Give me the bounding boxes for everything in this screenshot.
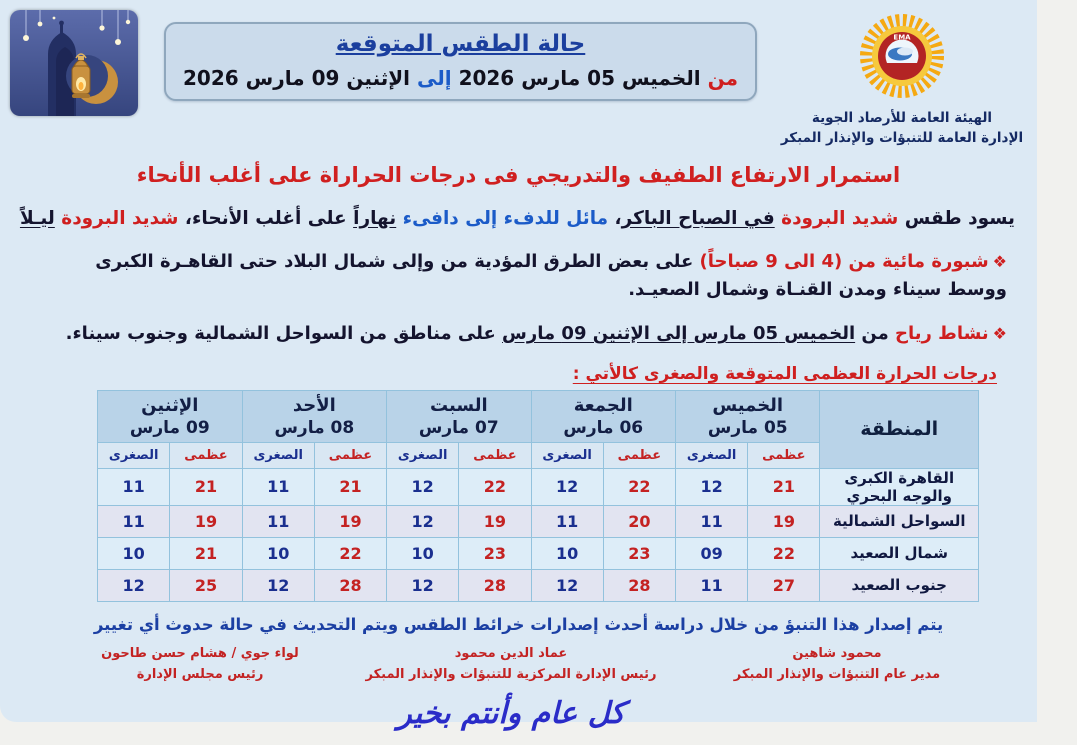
logo-ema-text: EMA	[893, 33, 911, 42]
summary-seg-blue: مائل للدفء إلى دافىء	[396, 207, 609, 229]
signature-chairman	[75, 644, 325, 686]
summary-seg: على أغلب الأنحاء،	[178, 207, 354, 229]
summary-seg-red: شديد البرودة	[774, 207, 899, 229]
date-part1: الخميس 05 مارس 2026	[458, 66, 701, 90]
max-temp-day3: 28	[314, 569, 386, 601]
day-name: الإثنين	[141, 394, 199, 416]
forecast-summary-line	[18, 205, 1015, 233]
region-name: القاهرة الكبرى والوجه البحري	[820, 468, 979, 505]
table-row	[98, 468, 979, 505]
max-temp-day0: 27	[748, 569, 820, 601]
org-name-line1: الهيئة العامة للأرصاد الجوية	[811, 110, 993, 126]
min-temp-day2: 10	[387, 537, 459, 569]
min-label-2: الصغرى	[387, 442, 459, 468]
summary-seg-underlined: ليـلاً	[19, 207, 55, 229]
min-temp-day4: 11	[98, 505, 170, 537]
day-name: الجمعة	[573, 394, 633, 416]
forecast-headline: استمرار الارتفاع الطفيف والتدريجي فى درجات الحراراة على أغلب الأنحاء	[136, 162, 901, 187]
max-label-1: عظمى	[603, 442, 675, 468]
max-temp-day3: 19	[314, 505, 386, 537]
max-label-2: عظمى	[459, 442, 531, 468]
table-heading: درجات الحرارة العظمى المتوقعة والصغرى كالأتي :	[572, 363, 997, 384]
summary-seg: ،	[608, 207, 622, 229]
max-temp-day4: 25	[170, 569, 242, 601]
table-row	[98, 569, 979, 601]
day-date: 06 مارس	[563, 417, 644, 438]
min-temp-day0: 11	[676, 569, 748, 601]
min-label-3: الصغرى	[242, 442, 314, 468]
region-name: السواحل الشمالية	[820, 505, 979, 537]
min-temp-day1: 12	[531, 569, 603, 601]
max-temp-day0: 22	[748, 537, 820, 569]
ema-logo	[777, 8, 1027, 108]
min-temp-day0: 09	[676, 537, 748, 569]
day-header-1	[531, 390, 675, 442]
min-label-4: الصغرى	[98, 442, 170, 468]
min-temp-day2: 12	[387, 569, 459, 601]
region-name: شمال الصعيد	[820, 537, 979, 569]
table-row	[98, 537, 979, 569]
header	[0, 0, 1037, 149]
date-part2: الإثنين 09 مارس 2026	[183, 66, 411, 90]
day-date: 08 مارس	[274, 417, 355, 438]
org-name-line2: الإدارة العامة للتنبؤات والإنذار المبكر	[780, 130, 1024, 147]
issuance-note: يتم إصدار هذا التنبؤ من خلال دراسة أحدث إصدارات خرائط الطقس ويتم التحديث في حالة حدوث أي تغيير	[93, 614, 944, 634]
max-temp-day1: 23	[603, 537, 675, 569]
bullet-wind-underlined: الخميس 05 مارس إلى الإثنين 09 مارس	[502, 323, 856, 345]
min-temp-day3: 12	[242, 569, 314, 601]
max-temp-day4: 21	[170, 537, 242, 569]
temperature-table-body	[98, 468, 979, 601]
signature-name: محمود شاهين	[792, 645, 882, 661]
day-date: 05 مارس	[707, 417, 788, 438]
bullet-fog-red: شبورة مائية من (4 الى 9 صباحاً)	[693, 251, 989, 273]
bullet-wind-text: من	[855, 323, 889, 345]
signature-title: رئيس مجلس الإدارة	[136, 666, 264, 682]
max-temp-day1: 20	[603, 505, 675, 537]
min-temp-day3: 11	[242, 468, 314, 505]
summary-seg-underlined: في الصباح الباكر	[621, 207, 775, 229]
region-name: جنوب الصعيد	[820, 569, 979, 601]
title-box	[164, 22, 757, 101]
max-temp-day3: 22	[314, 537, 386, 569]
day-name: السبت	[429, 394, 488, 416]
min-temp-day0: 11	[676, 505, 748, 537]
min-temp-day4: 10	[98, 537, 170, 569]
date-to-word: إلى	[416, 66, 452, 90]
day-header-2	[387, 390, 531, 442]
greeting-calligraphy: كل عام وأنتم بخير	[397, 695, 625, 731]
min-temp-day3: 11	[242, 505, 314, 537]
day-header-0	[676, 390, 820, 442]
temperature-table	[97, 390, 979, 602]
min-temp-day0: 12	[676, 468, 748, 505]
ramadan-lantern-image	[10, 10, 138, 116]
signature-title: مدير عام التنبؤات والإنذار المبكر	[733, 666, 941, 682]
min-label-0: الصغرى	[676, 442, 748, 468]
min-temp-day4: 12	[98, 569, 170, 601]
max-temp-day3: 21	[314, 468, 386, 505]
day-name: الأحد	[292, 394, 336, 416]
day-header-3	[242, 390, 386, 442]
min-temp-day2: 12	[387, 468, 459, 505]
signature-central-head	[341, 644, 681, 738]
region-column-header: المنطقة	[820, 390, 979, 468]
day-header-4	[98, 390, 243, 442]
signature-name: عماد الدين محمود	[454, 645, 568, 661]
max-temp-day2: 23	[459, 537, 531, 569]
min-temp-day4: 11	[98, 468, 170, 505]
max-temp-day2: 28	[459, 569, 531, 601]
max-temp-day1: 22	[603, 468, 675, 505]
page-title: حالة الطقس المتوقعة	[335, 31, 586, 57]
max-temp-day0: 21	[748, 468, 820, 505]
summary-seg-red: شديد البرودة	[54, 207, 179, 229]
signature-director	[697, 644, 977, 686]
temperature-table-head	[98, 390, 979, 468]
max-temp-day4: 19	[170, 505, 242, 537]
min-label-1: الصغرى	[531, 442, 603, 468]
day-date: 07 مارس	[418, 417, 499, 438]
signature-name: لواء جوي / هشام حسن طاحون	[101, 645, 299, 661]
min-temp-day1: 10	[531, 537, 603, 569]
min-temp-day3: 10	[242, 537, 314, 569]
org-block	[777, 6, 1027, 149]
max-temp-day4: 21	[170, 468, 242, 505]
bullet-wind-text: على مناطق من السواحل الشمالية وجنوب سيناء.	[65, 323, 503, 345]
diamond-bullet-icon: ❖	[992, 324, 1007, 344]
bullet-fog	[55, 248, 1007, 304]
date-from-word: من	[707, 66, 738, 90]
bullet-wind	[55, 320, 1007, 348]
max-temp-day1: 28	[603, 569, 675, 601]
max-temp-day2: 22	[459, 468, 531, 505]
table-row	[98, 505, 979, 537]
day-date: 09 مارس	[129, 417, 210, 438]
min-temp-day1: 12	[531, 468, 603, 505]
bullet-fog-text: على بعض الطرق المؤدية من وإلى شمال البلاد حتى القاهـرة الكبرى ووسط سيناء ومدن القنـاة وشمال الصعيـد.	[95, 251, 1007, 301]
summary-seg: يسود طقس	[898, 207, 1015, 229]
max-temp-day2: 19	[459, 505, 531, 537]
max-temp-day0: 19	[748, 505, 820, 537]
day-name: الخميس	[712, 394, 784, 416]
max-label-0: عظمى	[748, 442, 820, 468]
signature-title: رئيس الإدارة المركزية للتنبؤات والإنذار المبكر	[365, 666, 657, 682]
diamond-bullet-icon: ❖	[992, 252, 1007, 272]
bullet-wind-red: نشاط رياح	[888, 323, 989, 345]
date-range	[174, 66, 747, 90]
min-temp-day2: 12	[387, 505, 459, 537]
min-temp-day1: 11	[531, 505, 603, 537]
summary-seg-underlined: نهاراً	[353, 207, 397, 229]
max-label-4: عظمى	[170, 442, 242, 468]
max-label-3: عظمى	[314, 442, 386, 468]
signatures-row	[0, 634, 1037, 738]
